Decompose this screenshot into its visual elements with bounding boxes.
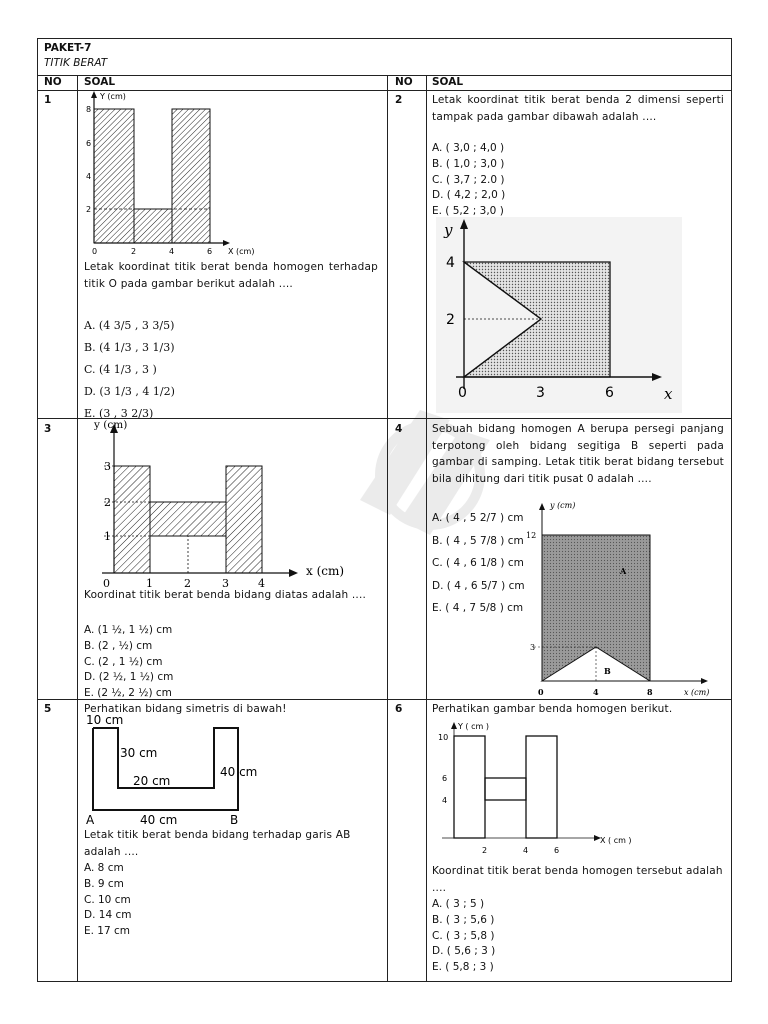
q4-label-b: B (604, 666, 611, 676)
q5-dim-10: 10 cm (86, 714, 124, 727)
q1-option-b[interactable]: B. (4 1/3 , 3 1/3) (84, 341, 175, 354)
col-no-left: NO (44, 76, 62, 88)
q2-option-e[interactable]: E. ( 5,2 ; 3,0 ) (432, 205, 504, 218)
q1-xtick: 4 (169, 247, 175, 256)
q4-ytick: 12 (526, 531, 537, 540)
question-row-5-6 (38, 700, 731, 983)
q1-u-shape-figure (82, 91, 272, 261)
question-number-1: 1 (44, 94, 52, 106)
q3-option-c[interactable]: C. (2 , 1 ½) cm (84, 655, 163, 668)
q4-option-c[interactable]: C. ( 4 , 6 1/8 ) cm (432, 557, 524, 569)
q3-ytick: 2 (104, 496, 111, 509)
q5-question-text: Letak titik berat benda bidang terhadap garis AB adalah .... (84, 829, 351, 858)
q1-option-d[interactable]: D. (3 1/3 , 4 1/2) (84, 385, 175, 398)
q6-option-e[interactable]: E. ( 5,8 ; 3 ) (432, 961, 494, 974)
q3-xtick: 0 (103, 577, 110, 590)
q6-option-b[interactable]: B. ( 3 ; 5,6 ) (432, 913, 495, 926)
q6-h-shape-figure (434, 720, 674, 860)
q2-xtick: 0 (458, 385, 467, 401)
q1-xtick: 0 (92, 247, 98, 256)
q6-xtick: 2 (482, 846, 488, 855)
question-number-6: 6 (395, 703, 403, 715)
q1-options (84, 315, 175, 425)
question-number-4: 4 (395, 423, 403, 435)
q2-y-axis-label: y (444, 221, 453, 239)
q2-option-c[interactable]: C. ( 3,7 ; 2.0 ) (432, 173, 505, 186)
q4-ytick: 3 (530, 643, 536, 652)
col-soal-right: SOAL (432, 76, 464, 88)
q5-dim-40-right: 40 cm (220, 765, 258, 779)
worksheet-header (38, 39, 731, 76)
q6-xtick: 6 (554, 846, 560, 855)
q3-x-axis-label: x (cm) (306, 564, 345, 578)
q6-option-c[interactable]: C. ( 3 ; 5,8 ) (432, 929, 495, 942)
column-header-row (38, 75, 731, 91)
q3-h-shape-figure (84, 419, 374, 591)
q6-question-text: Koordinat titik berat benda homogen tersebut adalah .... (432, 865, 723, 894)
q4-option-b[interactable]: B. ( 4 , 5 7/8 ) cm (432, 534, 524, 547)
q3-xtick: 2 (184, 577, 191, 590)
q1-ytick: 2 (86, 205, 92, 214)
paket-title: PAKET-7 (44, 42, 92, 54)
q1-xtick: 6 (207, 247, 213, 256)
q3-option-e[interactable]: E. (2 ½, 2 ½) cm (84, 687, 172, 700)
q2-x-axis-label: x (664, 385, 673, 403)
q5-option-b[interactable]: B. 9 cm (84, 877, 124, 890)
question-number-2: 2 (395, 94, 403, 106)
q1-ytick: 8 (86, 105, 92, 114)
worksheet-table (37, 38, 732, 982)
q5-option-d[interactable]: D. 14 cm (84, 909, 132, 922)
q5-option-e[interactable]: E. 17 cm (84, 925, 131, 938)
q4-rectangle-cut-figure (516, 499, 726, 699)
q4-xtick: 4 (593, 687, 599, 697)
q2-option-a[interactable]: A. ( 3,0 ; 4,0 ) (432, 142, 505, 154)
q6-x-axis-label: X ( cm ) (600, 836, 632, 845)
q6-y-axis-label: Y ( cm ) (458, 722, 489, 731)
q6-ytick: 6 (442, 774, 448, 783)
question-number-3: 3 (44, 423, 52, 435)
q1-question-text: Letak koordinat titik berat benda homogen terhadap titik O pada gambar berikut adalah .... (84, 261, 378, 290)
q1-x-axis-label: X (cm) (228, 247, 255, 256)
q4-x-axis-label: x (cm) (684, 688, 710, 697)
q5-intro-text: Perhatikan bidang simetris di bawah! (84, 703, 287, 715)
q3-ytick: 3 (104, 460, 111, 473)
q6-ytick: 10 (438, 733, 449, 742)
q4-option-e[interactable]: E. ( 4 , 7 5/8 ) cm (432, 602, 524, 614)
question-number-5: 5 (44, 703, 52, 715)
q2-question-text: Letak koordinat titik berat benda 2 dimensi seperti tampak pada gambar dibawah adalah .... (432, 94, 724, 123)
q1-option-e[interactable]: E. (3 , 3 2/3) (84, 407, 154, 420)
q6-ytick: 4 (442, 796, 448, 805)
q5-symmetric-u-figure (82, 714, 282, 826)
topic-subtitle: TITIK BERAT (44, 57, 108, 69)
q2-ytick: 2 (446, 312, 455, 328)
q3-xtick: 4 (258, 577, 265, 590)
q4-xtick: 8 (647, 687, 653, 697)
q2-options (432, 141, 505, 220)
col-soal-left: SOAL (84, 76, 116, 88)
q3-option-d[interactable]: D. (2 ½, 1 ½) cm (84, 671, 174, 684)
col-no-right: NO (395, 76, 413, 88)
q4-xtick: 0 (538, 687, 544, 697)
q5-option-a[interactable]: A. 8 cm (84, 862, 124, 874)
q2-rectangle-triangle-figure (436, 217, 682, 413)
q1-option-c[interactable]: C. (4 1/3 , 3 ) (84, 363, 157, 376)
q3-option-a[interactable]: A. (1 ½, 1 ½) cm (84, 624, 173, 636)
q4-y-axis-label: y (cm) (550, 501, 576, 510)
question-row-1-2 (38, 91, 731, 419)
q4-option-d[interactable]: D. ( 4 , 6 5/7 ) cm (432, 579, 525, 592)
q3-question-text: Koordinat titik berat benda bidang diatas adalah .... (84, 589, 367, 601)
q5-dim-30: 30 cm (120, 746, 158, 760)
q1-xtick: 2 (131, 247, 137, 256)
q6-xtick: 4 (523, 846, 529, 855)
q1-option-a[interactable]: A. (4 3/5 , 3 3/5) (84, 319, 175, 332)
q3-option-b[interactable]: B. (2 , ½) cm (84, 639, 153, 652)
q4-options (432, 507, 525, 620)
q2-xtick: 6 (605, 385, 614, 401)
q3-options (84, 623, 173, 702)
q4-question-text: Sebuah bidang homogen A berupa persegi panjang terpotong oleh bidang segitiga B seperti pada gambar di samping. Letak titik berat bidang tersebut bila dihitung dari titik pusat 0 adalah .... (432, 423, 724, 485)
q5-dim-20: 20 cm (133, 774, 171, 788)
q1-ytick: 6 (86, 139, 92, 148)
q2-ytick: 4 (446, 255, 455, 271)
q2-option-d[interactable]: D. ( 4,2 ; 2,0 ) (432, 189, 506, 202)
q5-options (84, 861, 131, 940)
q2-option-b[interactable]: B. ( 1,0 ; 3,0 ) (432, 157, 505, 170)
q3-y-axis-label: y (cm) (94, 419, 128, 431)
q6-intro-text: Perhatikan gambar benda homogen berikut. (432, 703, 673, 715)
q3-xtick: 1 (146, 577, 153, 590)
q4-option-a[interactable]: A. ( 4 , 5 2/7 ) cm (432, 512, 524, 524)
q5-point-a: A (86, 813, 95, 826)
q3-xtick: 3 (222, 577, 229, 590)
question-row-3-4 (38, 419, 731, 700)
q3-ytick: 1 (104, 530, 111, 543)
q6-options (432, 897, 495, 976)
q1-ytick: 4 (86, 172, 92, 181)
q2-xtick: 3 (536, 385, 545, 401)
q5-option-c[interactable]: C. 10 cm (84, 893, 131, 906)
q5-dim-40-bottom: 40 cm (140, 813, 178, 826)
q6-option-a[interactable]: A. ( 3 ; 5 ) (432, 898, 485, 910)
q1-y-axis-label: Y (cm) (100, 92, 126, 101)
q6-option-d[interactable]: D. ( 5,6 ; 3 ) (432, 945, 496, 958)
q4-label-a: A (620, 566, 627, 576)
q5-point-b: B (230, 813, 239, 826)
